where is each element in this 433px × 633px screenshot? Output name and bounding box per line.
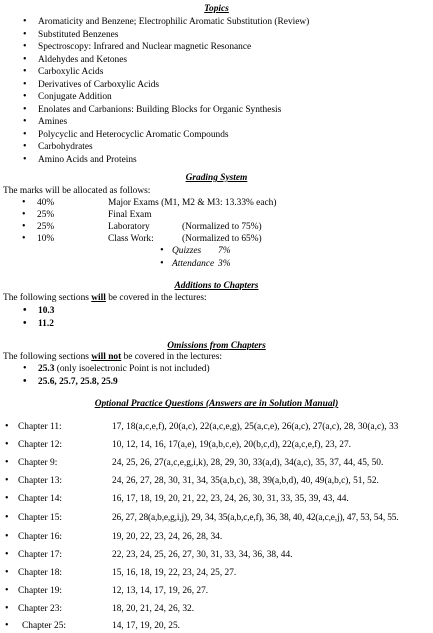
classwork-sub-percent: 7% bbox=[218, 246, 231, 256]
grading-label: Class Work: bbox=[108, 234, 154, 244]
omissions-intro-end: be covered in the lectures: bbox=[121, 352, 222, 362]
topic-item: • Spectroscopy: Infrared and Nuclear magnetic Resonance bbox=[38, 41, 251, 53]
chapter-questions: 19, 20, 22, 23, 24, 26, 28, 34. bbox=[112, 532, 223, 542]
grading-percent: • 10% bbox=[37, 233, 54, 245]
omissions-heading: Omissions from Chapters bbox=[167, 341, 266, 351]
practice-heading: Optional Practice Questions (Answers are in Solution Manual) bbox=[94, 399, 339, 409]
chapter-row bbox=[0, 493, 433, 505]
grading-row bbox=[0, 233, 433, 245]
chapter-row bbox=[0, 531, 433, 543]
omission-section-number: 25.3 bbox=[38, 364, 55, 374]
chapter-row bbox=[0, 549, 433, 561]
bullet-icon: • bbox=[5, 475, 9, 486]
grading-row bbox=[0, 197, 433, 209]
omissions-intro bbox=[3, 351, 222, 363]
grading-percent: • 40% bbox=[37, 197, 54, 209]
chapter-questions: 24, 25, 26, 27(a,c,e,g,i,k), 28, 29, 30, 33(a,d), 34(a,c), 35, 37, 44, 45, 50. bbox=[112, 458, 384, 468]
chapter-row bbox=[0, 585, 433, 597]
chapter-label: Chapter 25: bbox=[22, 621, 67, 631]
chapter-label: Chapter 17: bbox=[18, 550, 63, 560]
topic-item: • Aldehydes and Ketones bbox=[38, 54, 127, 66]
chapter-questions: 18, 20, 21, 24, 26, 32. bbox=[112, 604, 195, 614]
grading-note: (Normalized to 75%) bbox=[182, 222, 262, 232]
chapter-questions: 15, 16, 18, 19, 22, 23, 24, 25, 27. bbox=[112, 568, 237, 578]
omission-item bbox=[38, 363, 210, 375]
chapter-label: Chapter 12: bbox=[18, 440, 63, 450]
topic-item: • Carboxylic Acids bbox=[38, 66, 103, 78]
classwork-sub-row bbox=[0, 245, 433, 257]
grading-heading: Grading System bbox=[185, 173, 248, 183]
grading-row bbox=[0, 209, 433, 221]
chapter-label: Chapter 18: bbox=[18, 568, 63, 578]
classwork-sub-row bbox=[0, 258, 433, 270]
additions-heading: Additions to Chapters bbox=[174, 281, 259, 291]
chapter-label: Chapter 11: bbox=[18, 422, 62, 432]
additions-intro-end: be covered in the lectures: bbox=[105, 293, 207, 303]
grading-percent: • 25% bbox=[37, 209, 54, 221]
topic-item: • Amino Acids and Proteins bbox=[38, 154, 137, 166]
topics-heading: Topics bbox=[204, 4, 229, 14]
chapter-row bbox=[0, 439, 433, 451]
chapter-row bbox=[0, 603, 433, 615]
bullet-icon: • bbox=[5, 457, 9, 468]
grading-label: Laboratory bbox=[108, 222, 150, 232]
omissions-intro-start: The following sections bbox=[3, 352, 92, 362]
chapter-label: Chapter 23: bbox=[18, 604, 63, 614]
bullet-icon: • bbox=[5, 493, 9, 504]
chapter-questions: 14, 17, 19, 20, 25. bbox=[112, 621, 180, 631]
grading-label: Final Exam bbox=[108, 210, 152, 220]
classwork-sub-percent: 3% bbox=[218, 259, 231, 269]
bullet-icon: • bbox=[5, 421, 9, 432]
topic-item: • Aromaticity and Benzene; Electrophilic Aromatic Substitution (Review) bbox=[38, 16, 309, 28]
bullet-icon: • bbox=[5, 439, 9, 450]
chapter-questions: 22, 23, 24, 25, 26, 27, 30, 31, 33, 34, 36, 38, 44. bbox=[112, 550, 293, 560]
topic-item: • Substituted Benzenes bbox=[38, 29, 118, 41]
omission-item: • 25.6, 25.7, 25.8, 25.9 bbox=[38, 376, 118, 388]
chapter-questions: 10, 12, 14, 16, 17(a,e), 19(a,b,c,e), 20(b,c,d), 22(a,c,e,f), 23, 27. bbox=[112, 440, 351, 450]
additions-intro bbox=[3, 292, 207, 304]
bullet-icon: • bbox=[5, 512, 9, 523]
classwork-sub-label: • Attendance bbox=[172, 258, 214, 270]
bullet-icon: • bbox=[5, 567, 9, 578]
addition-item: • 11.2 bbox=[38, 318, 54, 330]
chapter-label: Chapter 16: bbox=[18, 532, 63, 542]
bullet-icon: • bbox=[5, 549, 9, 560]
chapter-row bbox=[0, 421, 433, 433]
addition-item: • 10.3 bbox=[38, 305, 54, 317]
topic-item: • Conjugate Addition bbox=[38, 91, 112, 103]
chapter-questions: 16, 17, 18, 19, 20, 21, 22, 23, 24, 26, 30, 31, 33, 35, 39, 43, 44. bbox=[112, 494, 349, 504]
omissions-intro-emphasis: will not bbox=[91, 352, 122, 362]
classwork-sub-label: • Quizzes bbox=[172, 245, 201, 257]
topic-item: • Carbohydrates bbox=[38, 141, 93, 153]
chapter-questions: 26, 27, 28(a,b,e,g,i,j), 29, 34, 35(a,b,c,e,f), 36, 38, 40, 42(a,c,e,j), 47, 53, 54, 55. bbox=[112, 513, 399, 523]
chapter-label: Chapter 13: bbox=[18, 476, 63, 486]
chapter-questions: 12, 13, 14, 17, 19, 26, 27. bbox=[112, 586, 209, 596]
bullet-icon: • bbox=[5, 603, 9, 614]
grading-intro: The marks will be allocated as follows: bbox=[3, 186, 151, 196]
chapter-label: Chapter 9: bbox=[18, 458, 58, 468]
chapter-questions: 17, 18(a,c,e,f), 20(a,c), 22(a,c,e,g), 25(a,c,e), 26(a,c), 27(a,c), 28, 30(a,c), 33 bbox=[112, 422, 399, 432]
bullet-icon: • bbox=[5, 585, 9, 596]
grading-percent: • 25% bbox=[37, 221, 54, 233]
omission-note: (only isoelectronic Point is not included) bbox=[54, 364, 210, 374]
bullet-icon: • bbox=[5, 531, 9, 542]
chapter-row bbox=[0, 620, 433, 632]
grading-note: (Normalized to 65%) bbox=[182, 234, 262, 244]
chapter-questions: 24, 26, 27, 28, 30, 31, 34, 35(a,b,c), 38, 39(a,b,d), 40, 49(a,b,c), 51, 52. bbox=[112, 476, 379, 486]
chapter-row bbox=[0, 512, 433, 524]
chapter-label: Chapter 19: bbox=[18, 586, 63, 596]
grading-row bbox=[0, 221, 433, 233]
additions-intro-emphasis: will bbox=[91, 293, 106, 303]
chapter-row bbox=[0, 457, 433, 469]
chapter-label: Chapter 15: bbox=[18, 513, 63, 523]
bullet-icon: • bbox=[5, 620, 9, 631]
grading-label: Major Exams (M1, M2 & M3: 13.33% each) bbox=[108, 198, 277, 208]
topic-item: • Derivatives of Carboxylic Acids bbox=[38, 79, 159, 91]
topic-item: • Amines bbox=[38, 116, 67, 128]
additions-intro-start: The following sections bbox=[3, 293, 92, 303]
chapter-row bbox=[0, 567, 433, 579]
topic-item: • Enolates and Carbanions: Building Blocks for Organic Synthesis bbox=[38, 104, 281, 116]
chapter-row bbox=[0, 475, 433, 487]
chapter-label: Chapter 14: bbox=[18, 494, 63, 504]
topic-item: • Polycyclic and Heterocyclic Aromatic Compounds bbox=[38, 129, 229, 141]
